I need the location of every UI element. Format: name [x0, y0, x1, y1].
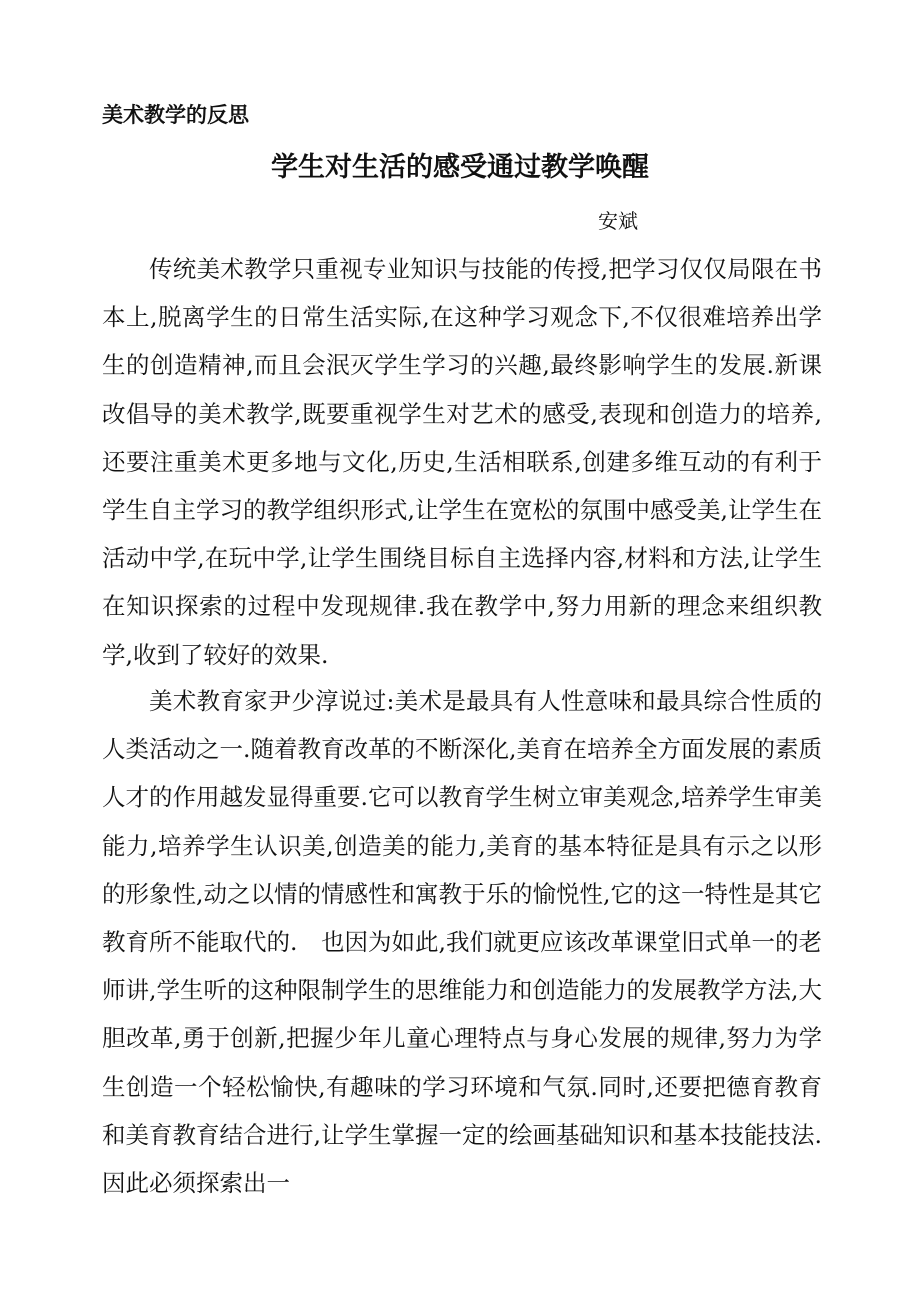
- article-title: 学生对生活的感受通过教学唤醒: [271, 152, 649, 183]
- body-paragraph: 美术教育家尹少淳说过:美术是最具有人性意味和最具综合性质的人类活动之一.随着教育改革的不断深化,美育在培养全方面发展的素质人才的作用越发显得重要.它可以教育学生树立审美观念,培养学生审美能力,培养学生认识美,创造美的能力,美育的基本特征是具有示之以形的形象性,动之以情的情感性和寓教于乐的愉悦性,它的这一特性是其它教育所不能取代的. 也因为如此,我们就更应该改革课堂旧式单一的老师讲,学生听的这种限制学生的思维能力和创造能力的发展教学方法,大胆改革,勇于创新,把握少年儿童心理特点与身心发展的规律,努力为学生创造一个轻松愉快,有趣味的学习环境和气氛.同时,还要把德育教育和美育教育结合进行,让学生掌握一定的绘画基础知识和基本技能技法.因此必须探索出一: [102, 687, 822, 1198]
- author-name: 安斌: [598, 209, 638, 233]
- document-heading: 美术教学的反思: [102, 102, 249, 127]
- body-paragraph: 传统美术教学只重视专业知识与技能的传授,把学习仅仅局限在书本上,脱离学生的日常生活实际,在这种学习观念下,不仅很难培养出学生的创造精神,而且会泯灭学生学习的兴趣,最终影响学生的发展.新课改倡导的美术教学,既要重视学生对艺术的感受,表现和创造力的培养,还要注重美术更多地与文化,历史,生活相联系,创建多维互动的有利于学生自主学习的教学组织形式,让学生在宽松的氛围中感受美,让学生在活动中学,在玩中学,让学生围绕目标自主选择内容,材料和方法,让学生在知识探索的过程中发现规律.我在教学中,努力用新的理念来组织教学,收到了较好的效果.: [102, 255, 822, 669]
